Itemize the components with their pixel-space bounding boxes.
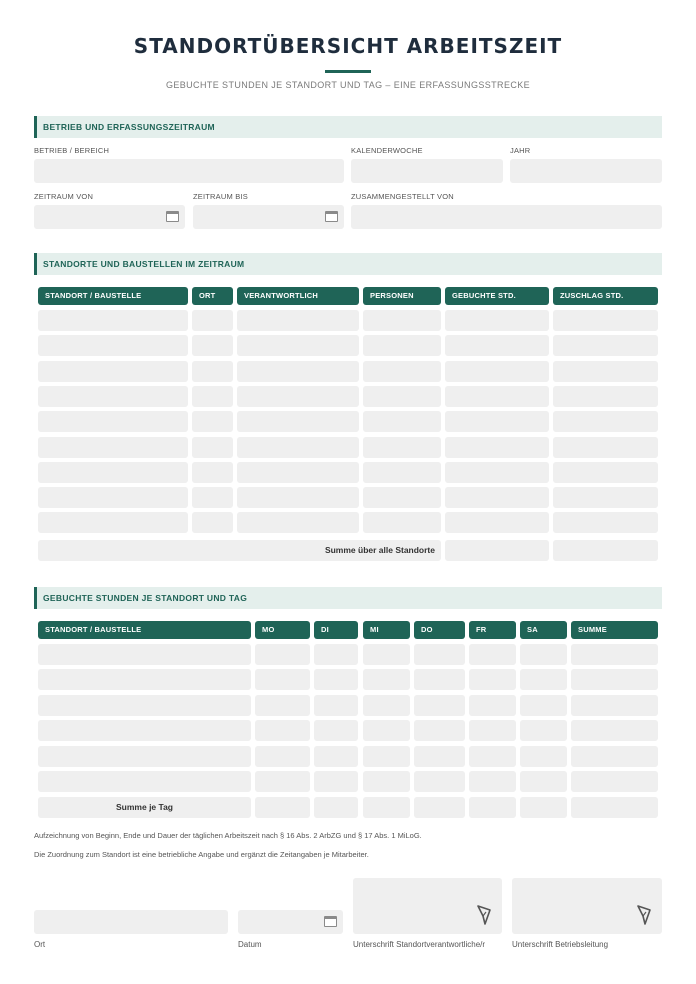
table-cell-do[interactable] bbox=[414, 669, 465, 690]
table-cell-mo[interactable] bbox=[255, 746, 310, 767]
table-cell-mi[interactable] bbox=[363, 746, 410, 767]
column-header-di: DI bbox=[314, 621, 358, 639]
table-cell-di[interactable] bbox=[314, 644, 358, 665]
table-cell-fr[interactable] bbox=[469, 644, 516, 665]
table-cell-sa[interactable] bbox=[520, 720, 567, 741]
column-header-gebuchte-std: GEBUCHTE STD. bbox=[445, 287, 549, 305]
table-cell-gebuchte-std[interactable] bbox=[445, 310, 549, 331]
table-cell-di[interactable] bbox=[314, 746, 358, 767]
calendar-icon[interactable] bbox=[166, 211, 179, 222]
sum-do[interactable] bbox=[414, 797, 465, 818]
table-cell-standort[interactable] bbox=[38, 335, 188, 356]
table-cell-gebuchte-std[interactable] bbox=[445, 437, 549, 458]
column-header-personen: PERSONEN bbox=[363, 287, 441, 305]
section-standorte-header: STANDORTE UND BAUSTELLEN IM ZEITRAUM bbox=[34, 253, 662, 275]
table-cell-zuschlag-std[interactable] bbox=[553, 386, 658, 407]
table-cell-gebuchte-std[interactable] bbox=[445, 361, 549, 382]
table-cell-verantwortlich[interactable] bbox=[237, 437, 359, 458]
sum-label-standorte: Summe über alle Standorte bbox=[38, 540, 441, 561]
table-cell-standort[interactable] bbox=[38, 669, 251, 690]
sum-zuschlag-std[interactable] bbox=[553, 540, 658, 561]
kalenderwoche-field[interactable] bbox=[351, 159, 503, 183]
column-header-mi: MI bbox=[363, 621, 410, 639]
table-cell-di[interactable] bbox=[314, 720, 358, 741]
table-cell-fr[interactable] bbox=[469, 720, 516, 741]
table-cell-do[interactable] bbox=[414, 695, 465, 716]
table-cell-zuschlag-std[interactable] bbox=[553, 437, 658, 458]
signature-field-standort[interactable] bbox=[353, 878, 502, 934]
table-cell-personen[interactable] bbox=[363, 487, 441, 508]
table-cell-verantwortlich[interactable] bbox=[237, 386, 359, 407]
table-cell-standort[interactable] bbox=[38, 720, 251, 741]
table-cell-gebuchte-std[interactable] bbox=[445, 411, 549, 432]
column-header-sa: SA bbox=[520, 621, 567, 639]
table-cell-ort[interactable] bbox=[192, 310, 233, 331]
section-stunden-header: GEBUCHTE STUNDEN JE STANDORT UND TAG bbox=[34, 587, 662, 609]
table-cell-personen[interactable] bbox=[363, 512, 441, 533]
table-cell-summe[interactable] bbox=[571, 746, 658, 767]
table-cell-personen[interactable] bbox=[363, 386, 441, 407]
legal-note: Aufzeichnung von Beginn, Ende und Dauer der täglichen Arbeitszeit nach § 16 Abs. 2 ArbZG und § 17 Abs. 1 MiLoG. bbox=[34, 831, 422, 840]
pen-icon bbox=[476, 904, 492, 926]
jahr-field[interactable] bbox=[510, 159, 662, 183]
table-cell-personen[interactable] bbox=[363, 361, 441, 382]
zeitraum-bis-field[interactable] bbox=[193, 205, 344, 229]
table-cell-summe[interactable] bbox=[571, 771, 658, 792]
signature-field-betrieb[interactable] bbox=[512, 878, 662, 934]
signature-label-standort: Unterschrift Standortverantwortliche/r bbox=[353, 940, 486, 949]
column-header-zuschlag-std: ZUSCHLAG STD. bbox=[553, 287, 658, 305]
table-cell-standort[interactable] bbox=[38, 512, 188, 533]
table-cell-personen[interactable] bbox=[363, 462, 441, 483]
table-cell-fr[interactable] bbox=[469, 771, 516, 792]
zusammengestellt-label: ZUSAMMENGESTELLT VON bbox=[351, 192, 454, 201]
assignment-note: Die Zuordnung zum Standort ist eine betriebliche Angabe und ergänzt die Zeitangaben je Mitarbeiter. bbox=[34, 850, 369, 859]
table-cell-sa[interactable] bbox=[520, 644, 567, 665]
table-cell-mi[interactable] bbox=[363, 644, 410, 665]
title-underline bbox=[325, 70, 371, 73]
table-cell-zuschlag-std[interactable] bbox=[553, 310, 658, 331]
table-cell-gebuchte-std[interactable] bbox=[445, 386, 549, 407]
table-cell-sa[interactable] bbox=[520, 746, 567, 767]
ort-field[interactable] bbox=[34, 910, 228, 934]
table-cell-verantwortlich[interactable] bbox=[237, 310, 359, 331]
table-cell-standort[interactable] bbox=[38, 361, 188, 382]
sum-sa[interactable] bbox=[520, 797, 567, 818]
table-cell-standort[interactable] bbox=[38, 437, 188, 458]
page-title: STANDORTÜBERSICHT ARBEITSZEIT bbox=[133, 34, 563, 58]
table-cell-zuschlag-std[interactable] bbox=[553, 361, 658, 382]
table-cell-di[interactable] bbox=[314, 669, 358, 690]
table-cell-zuschlag-std[interactable] bbox=[553, 487, 658, 508]
table-cell-do[interactable] bbox=[414, 720, 465, 741]
column-header-standort: STANDORT / BAUSTELLE bbox=[38, 287, 188, 305]
table-cell-mi[interactable] bbox=[363, 771, 410, 792]
table-cell-verantwortlich[interactable] bbox=[237, 361, 359, 382]
table-cell-do[interactable] bbox=[414, 771, 465, 792]
jahr-label: JAHR bbox=[510, 146, 531, 155]
table-cell-mo[interactable] bbox=[255, 644, 310, 665]
table-cell-fr[interactable] bbox=[469, 695, 516, 716]
column-header-fr: FR bbox=[469, 621, 516, 639]
table-cell-zuschlag-std[interactable] bbox=[553, 335, 658, 356]
page-subtitle: GEBUCHTE STUNDEN JE STANDORT UND TAG – EINE ERFASSUNGSSTRECKE bbox=[165, 80, 531, 90]
column-header-do: DO bbox=[414, 621, 465, 639]
table-cell-personen[interactable] bbox=[363, 411, 441, 432]
sum-mi[interactable] bbox=[363, 797, 410, 818]
table-cell-do[interactable] bbox=[414, 746, 465, 767]
table-cell-personen[interactable] bbox=[363, 437, 441, 458]
table-cell-summe[interactable] bbox=[571, 720, 658, 741]
sum-label-tag: Summe je Tag bbox=[38, 797, 251, 818]
table-cell-ort[interactable] bbox=[192, 411, 233, 432]
table-cell-fr[interactable] bbox=[469, 746, 516, 767]
table-cell-mo[interactable] bbox=[255, 695, 310, 716]
table-cell-verantwortlich[interactable] bbox=[237, 512, 359, 533]
table-cell-personen[interactable] bbox=[363, 310, 441, 331]
table-cell-mi[interactable] bbox=[363, 695, 410, 716]
pen-icon bbox=[636, 904, 652, 926]
table-cell-standort[interactable] bbox=[38, 644, 251, 665]
table-cell-gebuchte-std[interactable] bbox=[445, 512, 549, 533]
table-cell-mi[interactable] bbox=[363, 669, 410, 690]
table-cell-zuschlag-std[interactable] bbox=[553, 411, 658, 432]
column-header-ort: ORT bbox=[192, 287, 233, 305]
sum-gebuchte-std[interactable] bbox=[445, 540, 549, 561]
table-cell-do[interactable] bbox=[414, 644, 465, 665]
sum-fr[interactable] bbox=[469, 797, 516, 818]
table-cell-zuschlag-std[interactable] bbox=[553, 462, 658, 483]
table-cell-summe[interactable] bbox=[571, 644, 658, 665]
table-cell-sa[interactable] bbox=[520, 669, 567, 690]
column-header-verantwortlich: VERANTWORTLICH bbox=[237, 287, 359, 305]
table-cell-gebuchte-std[interactable] bbox=[445, 487, 549, 508]
betrieb-field[interactable] bbox=[34, 159, 344, 183]
kalenderwoche-label: KALENDERWOCHE bbox=[351, 146, 423, 155]
table-cell-standort[interactable] bbox=[38, 462, 188, 483]
table-cell-sa[interactable] bbox=[520, 695, 567, 716]
table-cell-sa[interactable] bbox=[520, 771, 567, 792]
table-cell-fr[interactable] bbox=[469, 669, 516, 690]
column-header-mo: MO bbox=[255, 621, 310, 639]
table-cell-mo[interactable] bbox=[255, 771, 310, 792]
table-cell-ort[interactable] bbox=[192, 386, 233, 407]
table-cell-mo[interactable] bbox=[255, 720, 310, 741]
ort-label: Ort bbox=[34, 940, 46, 949]
table-cell-standort[interactable] bbox=[38, 310, 188, 331]
table-cell-standort[interactable] bbox=[38, 695, 251, 716]
table-cell-standort[interactable] bbox=[38, 487, 188, 508]
table-cell-standort[interactable] bbox=[38, 771, 251, 792]
table-cell-di[interactable] bbox=[314, 771, 358, 792]
table-cell-verantwortlich[interactable] bbox=[237, 462, 359, 483]
table-cell-verantwortlich[interactable] bbox=[237, 411, 359, 432]
calendar-icon[interactable] bbox=[325, 211, 338, 222]
column-header-standort: STANDORT / BAUSTELLE bbox=[38, 621, 251, 639]
table-cell-di[interactable] bbox=[314, 695, 358, 716]
table-cell-ort[interactable] bbox=[192, 462, 233, 483]
table-cell-ort[interactable] bbox=[192, 335, 233, 356]
signature-label-betrieb: Unterschrift Betriebsleitung bbox=[512, 940, 609, 949]
table-cell-ort[interactable] bbox=[192, 437, 233, 458]
table-cell-verantwortlich[interactable] bbox=[237, 487, 359, 508]
table-cell-standort[interactable] bbox=[38, 411, 188, 432]
zeitraum-von-field[interactable] bbox=[34, 205, 185, 229]
table-cell-ort[interactable] bbox=[192, 361, 233, 382]
zusammengestellt-field[interactable] bbox=[351, 205, 662, 229]
section-betrieb-header: BETRIEB UND ERFASSUNGSZEITRAUM bbox=[34, 116, 662, 138]
table-cell-gebuchte-std[interactable] bbox=[445, 335, 549, 356]
table-cell-verantwortlich[interactable] bbox=[237, 335, 359, 356]
sum-summe[interactable] bbox=[571, 797, 658, 818]
datum-field[interactable] bbox=[238, 910, 343, 934]
table-cell-summe[interactable] bbox=[571, 695, 658, 716]
table-cell-zuschlag-std[interactable] bbox=[553, 512, 658, 533]
datum-label: Datum bbox=[238, 940, 262, 949]
table-cell-ort[interactable] bbox=[192, 512, 233, 533]
table-cell-standort[interactable] bbox=[38, 386, 188, 407]
column-header-summe: SUMME bbox=[571, 621, 658, 639]
sum-mo[interactable] bbox=[255, 797, 310, 818]
table-cell-mo[interactable] bbox=[255, 669, 310, 690]
sum-di[interactable] bbox=[314, 797, 358, 818]
table-cell-gebuchte-std[interactable] bbox=[445, 462, 549, 483]
table-cell-ort[interactable] bbox=[192, 487, 233, 508]
table-cell-personen[interactable] bbox=[363, 335, 441, 356]
calendar-icon[interactable] bbox=[324, 916, 337, 927]
table-cell-summe[interactable] bbox=[571, 669, 658, 690]
zeitraum-von-label: ZEITRAUM VON bbox=[34, 192, 94, 201]
table-cell-standort[interactable] bbox=[38, 746, 251, 767]
betrieb-label: BETRIEB / BEREICH bbox=[34, 146, 110, 155]
zeitraum-bis-label: ZEITRAUM BIS bbox=[193, 192, 248, 201]
table-cell-mi[interactable] bbox=[363, 720, 410, 741]
